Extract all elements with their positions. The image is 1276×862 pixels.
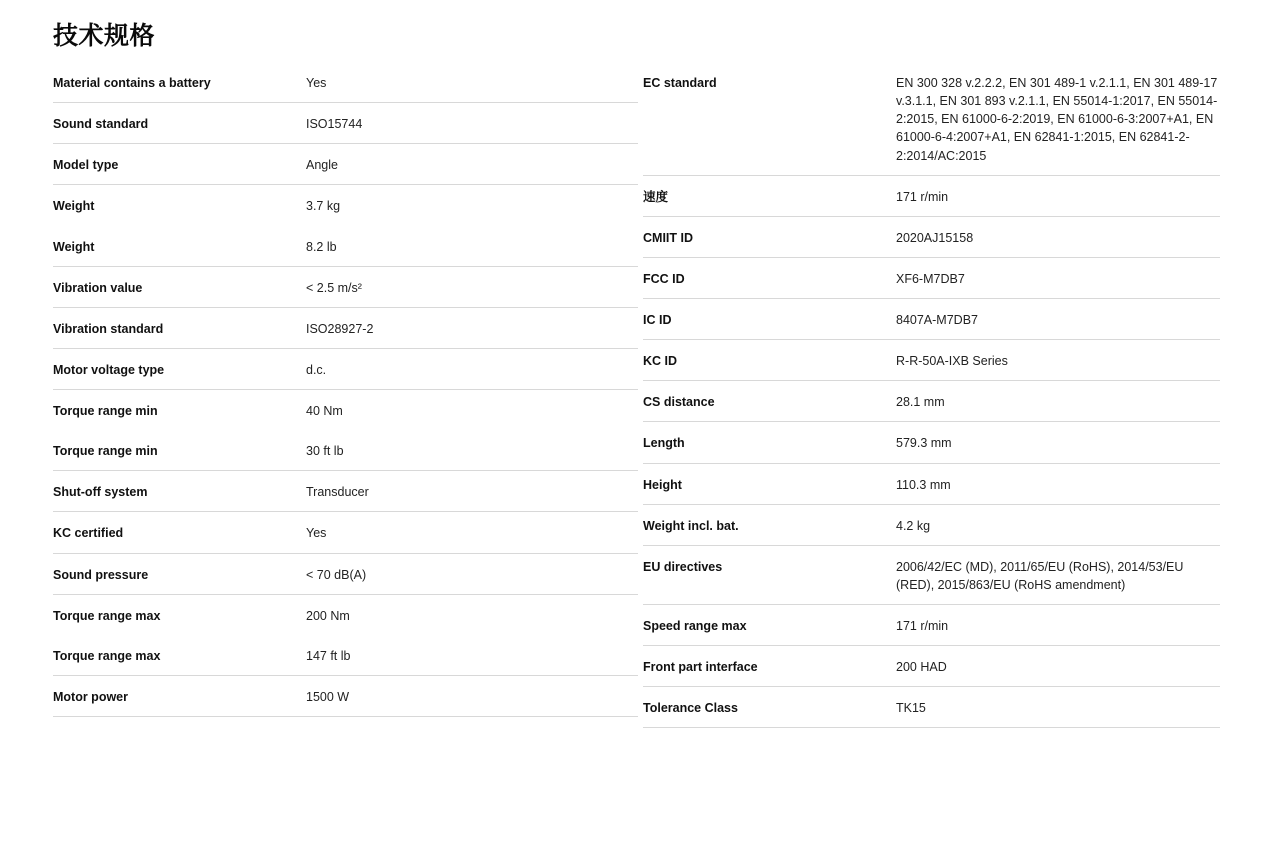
spec-row bbox=[643, 216, 1220, 257]
spec-row bbox=[643, 504, 1220, 545]
spec-label: Torque range max bbox=[53, 648, 161, 663]
spec-column-right bbox=[0, 62, 1218, 728]
spec-label: Weight incl. bat. bbox=[643, 518, 739, 533]
spec-label: Motor power bbox=[53, 689, 128, 704]
spec-value: 40 Nm bbox=[306, 404, 343, 418]
spec-value: < 70 dB(A) bbox=[306, 567, 367, 582]
spec-label: Tolerance Class bbox=[643, 701, 738, 716]
spec-label: CMIIT ID bbox=[643, 230, 693, 245]
spec-row bbox=[643, 257, 1220, 298]
spec-value: 8407A-M7DB7 bbox=[896, 313, 978, 327]
spec-label: Sound standard bbox=[53, 117, 149, 132]
spec-value: ISO15744 bbox=[306, 117, 363, 132]
spec-row bbox=[643, 687, 1220, 728]
spec-label: IC ID bbox=[643, 313, 672, 327]
spec-row bbox=[643, 646, 1220, 687]
spec-row bbox=[643, 605, 1220, 646]
spec-value: 147 ft lb bbox=[306, 648, 351, 663]
spec-label: Height bbox=[643, 477, 682, 492]
spec-value: 8.2 lb bbox=[306, 239, 337, 254]
spec-label: Motor voltage type bbox=[53, 362, 165, 377]
spec-table-right bbox=[643, 62, 1220, 728]
spec-label: Weight bbox=[53, 199, 95, 214]
spec-label: Model type bbox=[53, 158, 119, 173]
spec-row bbox=[643, 299, 1220, 340]
spec-value: 4.2 kg bbox=[896, 518, 931, 533]
spec-value: Yes bbox=[306, 526, 327, 541]
spec-value: 30 ft lb bbox=[306, 444, 344, 459]
spec-label: Speed range max bbox=[643, 619, 747, 633]
spec-columns bbox=[0, 62, 1276, 717]
spec-value: Yes bbox=[306, 76, 327, 90]
spec-row bbox=[643, 62, 1220, 175]
spec-label: Sound pressure bbox=[53, 567, 149, 582]
spec-value: Angle bbox=[306, 158, 338, 173]
spec-label: Vibration standard bbox=[53, 321, 164, 336]
spec-value: TK15 bbox=[896, 701, 926, 716]
spec-label: Weight bbox=[53, 239, 95, 254]
spec-value: Transducer bbox=[306, 485, 369, 500]
spec-value: 110.3 mm bbox=[896, 477, 951, 492]
spec-label: EU directives bbox=[643, 559, 723, 574]
spec-label: EC standard bbox=[643, 76, 717, 90]
spec-label: Torque range max bbox=[53, 608, 161, 623]
spec-value: 1500 W bbox=[306, 689, 350, 704]
spec-value: EN 300 328 v.2.2.2, EN 301 489-1 v.2.1.1, EN 301 489-17 v.3.1.1, EN 301 893 v.2.1.1, EN 55014-1:2017, EN 55014-2:2015, EN 61000-6-2:2019, EN 61000-6-3:2007+A1, EN 61000-6-4:2007+A1, EN 62841-1:2015, EN 62841-2-2:2014/AC:2015 bbox=[896, 76, 1218, 163]
spec-value: 200 Nm bbox=[306, 608, 350, 623]
spec-label: Front part interface bbox=[643, 660, 758, 675]
spec-value: 2020AJ15158 bbox=[896, 230, 974, 245]
page-title: 技术规格 bbox=[53, 22, 156, 50]
spec-row bbox=[643, 545, 1220, 604]
spec-label: Torque range min bbox=[53, 404, 158, 418]
spec-label: Shut-off system bbox=[53, 485, 148, 500]
spec-row bbox=[643, 463, 1220, 504]
spec-label: CS distance bbox=[643, 395, 715, 410]
spec-value: 3.7 kg bbox=[306, 199, 341, 214]
spec-row bbox=[643, 340, 1220, 381]
spec-value: 200 HAD bbox=[896, 660, 947, 675]
spec-row bbox=[643, 175, 1220, 216]
spec-value: R-R-50A-IXB Series bbox=[896, 354, 1008, 369]
spec-value: 28.1 mm bbox=[896, 395, 945, 410]
spec-label: Length bbox=[643, 436, 685, 451]
spec-label: FCC ID bbox=[643, 271, 685, 286]
spec-label: KC ID bbox=[643, 354, 678, 369]
spec-value: 2006/42/EC (MD), 2011/65/EU (RoHS), 2014/53/EU (RED), 2015/863/EU (RoHS amendment) bbox=[896, 559, 1184, 592]
spec-row bbox=[643, 422, 1220, 463]
spec-label: 速度 bbox=[643, 189, 669, 204]
spec-value: < 2.5 m/s² bbox=[306, 280, 362, 295]
spec-value: 171 r/min bbox=[896, 619, 949, 633]
spec-value: XF6-M7DB7 bbox=[896, 271, 965, 286]
spec-label: Torque range min bbox=[53, 444, 158, 459]
spec-label: KC certified bbox=[53, 526, 124, 541]
spec-value: 171 r/min bbox=[896, 189, 949, 204]
spec-row bbox=[643, 381, 1220, 422]
spec-value: d.c. bbox=[306, 362, 327, 377]
spec-label: Vibration value bbox=[53, 280, 143, 295]
spec-value: 579.3 mm bbox=[896, 436, 952, 451]
spec-label: Material contains a battery bbox=[53, 76, 211, 90]
spec-value: ISO28927-2 bbox=[306, 321, 374, 336]
